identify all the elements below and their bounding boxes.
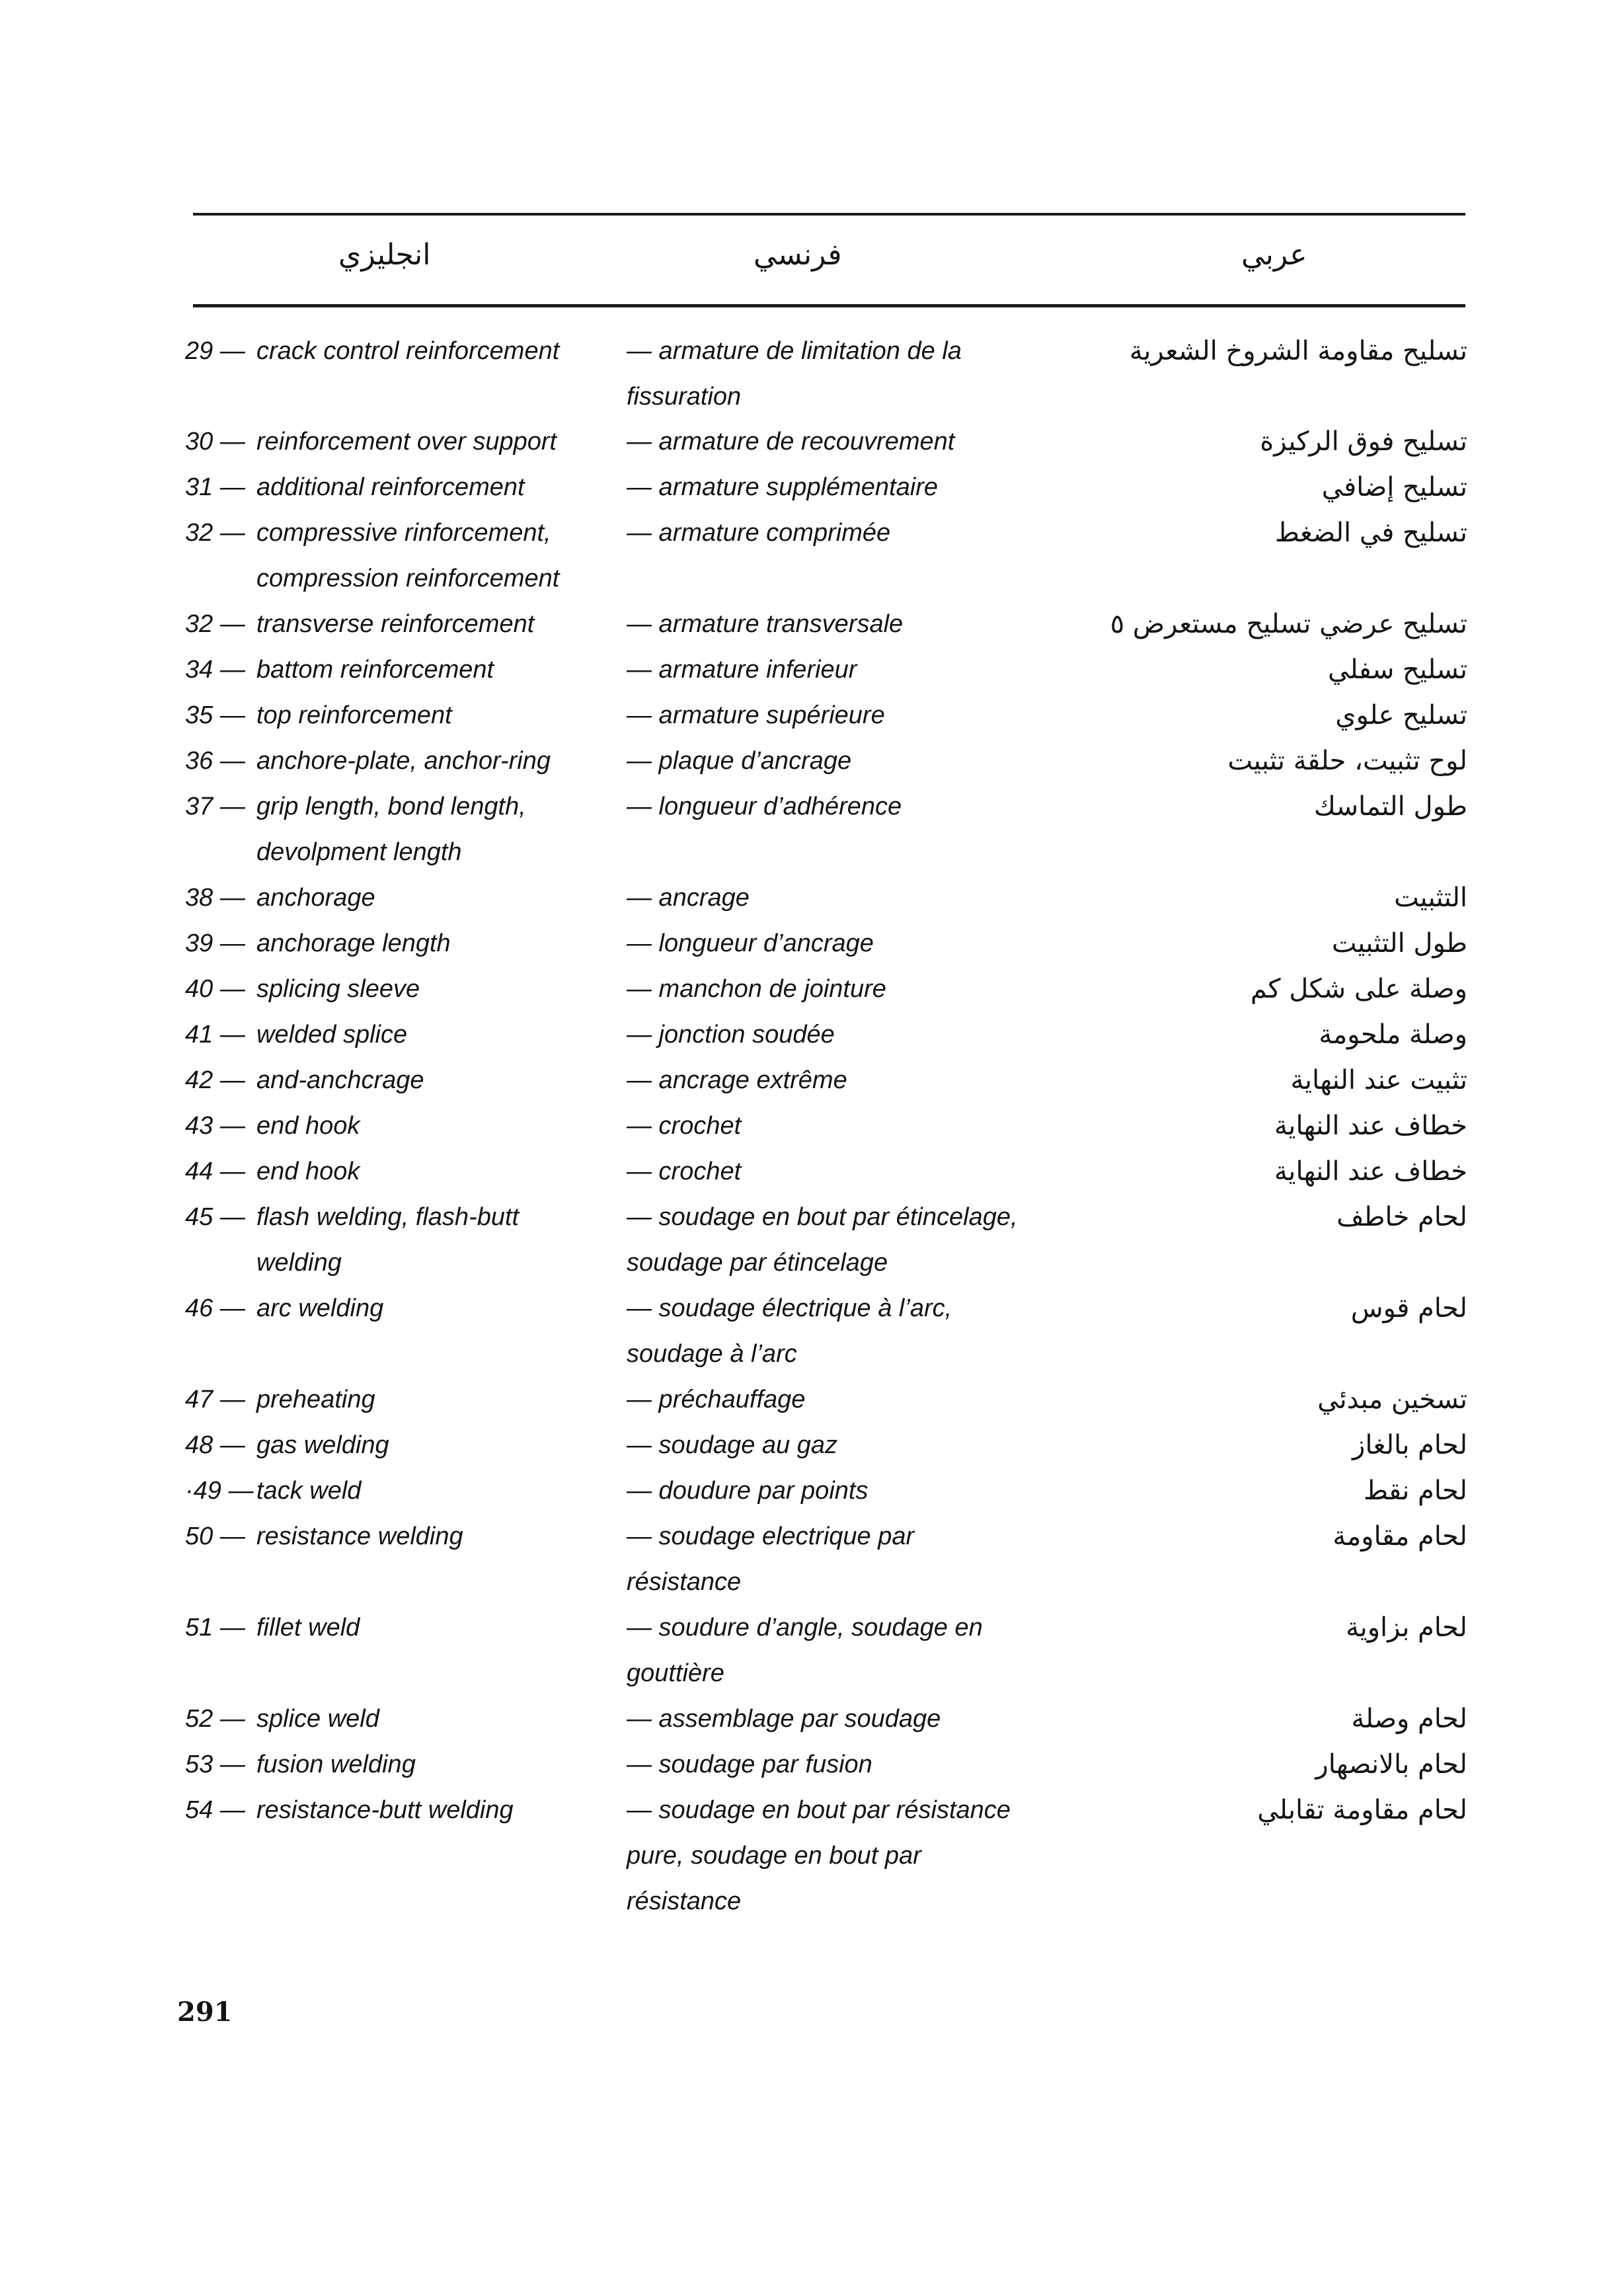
french-term: — longueur d’adhérence (627, 793, 902, 820)
french-term: — soudage en bout par étincelage, soudage par étincelage (627, 1203, 1018, 1277)
english-term: reinforcement over support (256, 428, 557, 455)
arabic-term: لحام مقاومة تقابلي (1257, 1795, 1467, 1825)
english-term: flash welding, flash-butt welding (256, 1203, 520, 1277)
french-term: — soudure d’angle, soudage en gouttière (627, 1614, 983, 1687)
english-term: gas welding (256, 1431, 389, 1459)
french-term: — crochet (627, 1158, 742, 1185)
arabic-term: التثبيت (1394, 883, 1467, 913)
french-term: — jonction soudée (627, 1021, 835, 1049)
entry-number: 29 — (185, 337, 245, 365)
entry-number: 48 — (185, 1431, 245, 1459)
french-term: — soudage électrique à l’arc, soudage à l’arc (627, 1294, 952, 1368)
english-term: resistance-butt welding (256, 1796, 514, 1824)
french-term: — armature transversale (627, 610, 904, 638)
arabic-term: لحام بالانصهار (1315, 1749, 1467, 1780)
arabic-term: لحام بزاوية (1346, 1612, 1467, 1643)
entry-number: ·49 — (185, 1477, 254, 1505)
english-term: compressive rinforcement, compression reinforcement (256, 519, 560, 592)
french-term: — soudage au gaz (627, 1431, 838, 1459)
english-term: welded splice (256, 1021, 408, 1049)
entry-number: 44 — (185, 1158, 245, 1185)
entry-number: 50 — (185, 1523, 245, 1550)
entry-number: 34 — (185, 656, 245, 684)
french-term: — armature inferieur (627, 656, 857, 684)
english-term: fusion welding (256, 1751, 416, 1778)
english-term: resistance welding (256, 1523, 463, 1550)
french-term: — soudage par fusion (627, 1751, 872, 1778)
entry-number: 31 — (185, 473, 245, 501)
french-term: — plaque d’ancrage (627, 747, 852, 775)
english-term: transverse reinforcement (256, 610, 535, 638)
french-term: — manchon de jointure (627, 975, 886, 1003)
arabic-term: لحام بالغاز (1352, 1430, 1467, 1460)
entry-number: 30 — (185, 428, 245, 455)
entry-number: 37 — (185, 793, 245, 820)
french-term: — ancrage (627, 884, 750, 912)
french-term: — assemblage par soudage (627, 1705, 941, 1733)
arabic-term: تسليح إضافي (1321, 472, 1467, 502)
english-term: battom reinforcement (256, 656, 494, 684)
french-term: — armature comprimée (627, 519, 891, 547)
english-term: and-anchcrage (256, 1066, 424, 1094)
entry-number: 54 — (185, 1796, 245, 1824)
french-term: — doudure par points (627, 1477, 869, 1505)
french-term: — crochet (627, 1112, 742, 1140)
arabic-term: خطاف عند النهاية (1274, 1111, 1467, 1141)
entry-number: 36 — (185, 747, 245, 775)
arabic-term: وصلة ملحومة (1319, 1019, 1467, 1050)
entry-number: 32 — (185, 610, 245, 638)
entry-number: 52 — (185, 1705, 245, 1733)
entry-number: 38 — (185, 884, 245, 912)
entry-number: 51 — (185, 1614, 245, 1642)
arabic-term: تسليح في الضغط (1274, 518, 1467, 548)
english-term: splice weld (256, 1705, 379, 1733)
entry-number: 35 — (185, 701, 245, 729)
arabic-term: تسليح عرضي تسليح مستعرض ٥ (1110, 609, 1467, 639)
arabic-term: وصلة على شكل كم (1250, 974, 1467, 1004)
page-number: 291 (177, 1997, 233, 2028)
english-term: grip length, bond length, devolpment length (256, 793, 526, 866)
entry-number: 43 — (185, 1112, 245, 1140)
arabic-term: لحام نقط (1363, 1476, 1467, 1506)
french-term: — longueur d’ancrage (627, 930, 874, 957)
arabic-term: لحام وصلة (1351, 1704, 1467, 1734)
entry-number: 45 — (185, 1203, 245, 1231)
english-term: tack weld (256, 1477, 362, 1505)
arabic-term: تسخين مبدئي (1317, 1384, 1467, 1415)
entry-number: 53 — (185, 1751, 245, 1778)
arabic-term: طول التماسك (1313, 791, 1467, 822)
header-top-rule (193, 213, 1465, 216)
column-header-arabic: عربي (1241, 238, 1307, 272)
arabic-term: لحام مقاومة (1333, 1521, 1467, 1552)
english-term: preheating (256, 1386, 375, 1413)
arabic-term: خطاف عند النهاية (1274, 1156, 1467, 1187)
english-term: arc welding (256, 1294, 384, 1322)
arabic-term: طول التثبيت (1331, 928, 1467, 959)
english-term: end hook (256, 1112, 360, 1140)
column-header-french: فرنسي (754, 238, 842, 272)
arabic-term: لحام قوس (1350, 1293, 1467, 1324)
arabic-term: تسليح مقاومة الشروخ الشعرية (1129, 336, 1467, 366)
arabic-term: تثبيت عند النهاية (1290, 1065, 1467, 1095)
english-term: anchorage length (256, 930, 451, 957)
english-term: top reinforcement (256, 701, 452, 729)
entry-number: 46 — (185, 1294, 245, 1322)
english-term: fillet weld (256, 1614, 360, 1642)
entry-number: 47 — (185, 1386, 245, 1413)
french-term: — ancrage extrême (627, 1066, 847, 1094)
french-term: — armature supérieure (627, 701, 885, 729)
english-term: splicing sleeve (256, 975, 420, 1003)
arabic-term: تسليح سفلي (1328, 654, 1467, 685)
entry-number: 39 — (185, 930, 245, 957)
arabic-term: لوح تثبيت، حلقة تثبيت (1227, 746, 1467, 776)
english-term: anchorage (256, 884, 375, 912)
arabic-term: لحام خاطف (1336, 1202, 1467, 1232)
english-term: additional reinforcement (256, 473, 525, 501)
entry-number: 40 — (185, 975, 245, 1003)
french-term: — armature supplémentaire (627, 473, 938, 501)
english-term: crack control reinforcement (256, 337, 560, 365)
entry-number: 32 — (185, 519, 245, 547)
entry-number: 41 — (185, 1021, 245, 1049)
column-header-english: انجليزي (338, 238, 431, 272)
french-term: — préchauffage (627, 1386, 806, 1413)
arabic-term: تسليح فوق الركيزة (1260, 426, 1467, 457)
arabic-term: تسليح علوي (1335, 700, 1467, 731)
english-term: end hook (256, 1158, 360, 1185)
entry-number: 42 — (185, 1066, 245, 1094)
french-term: — armature de limitation de la fissuration (627, 337, 962, 411)
english-term: anchore-plate, anchor-ring (256, 747, 551, 775)
header-bottom-rule (193, 304, 1465, 307)
french-term: — soudage electrique par résistance (627, 1523, 915, 1596)
french-term: — armature de recouvrement (627, 428, 955, 455)
french-term: — soudage en bout par résistance pure, soudage en bout par résistance (627, 1796, 1011, 1915)
